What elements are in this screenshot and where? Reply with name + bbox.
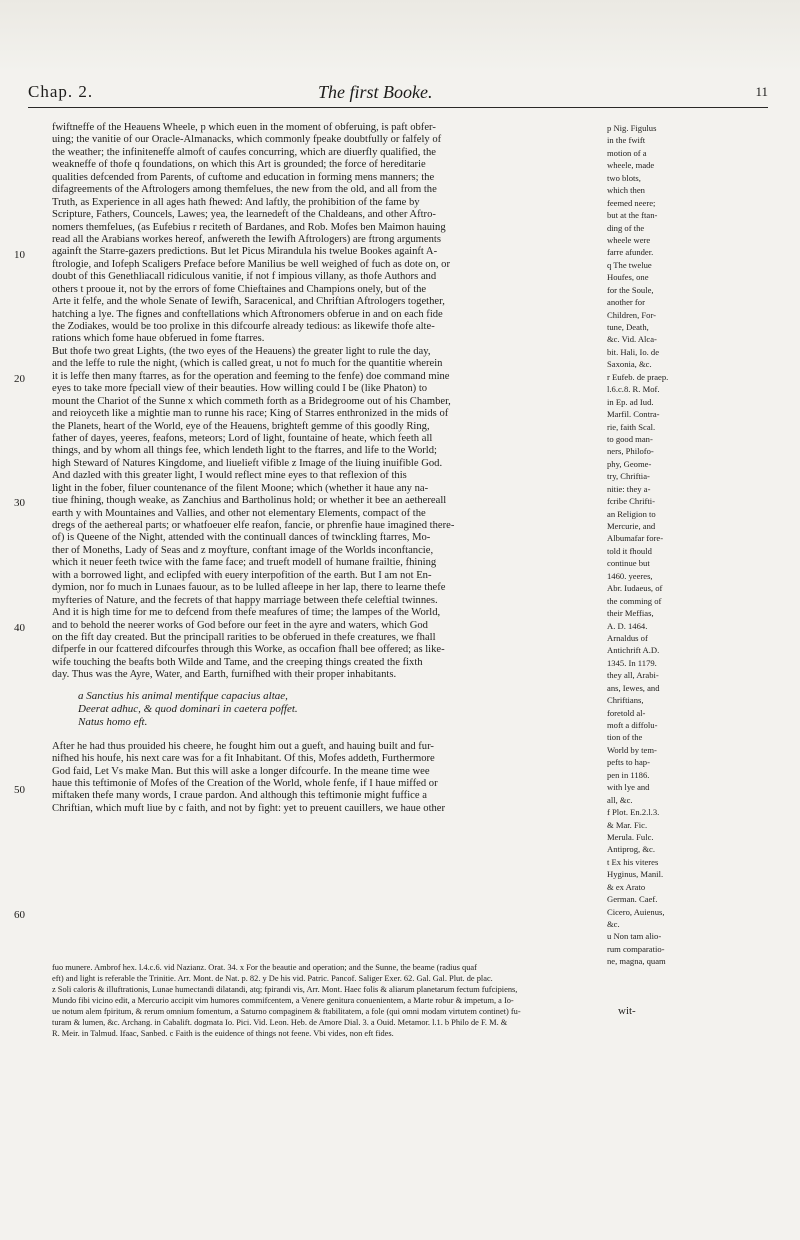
catchword: wit- xyxy=(618,1005,636,1017)
page-number: 11 xyxy=(755,84,768,99)
margin-note-line: for the Soule, xyxy=(607,284,654,295)
text-line: eyes to take more fpeciall view of their beauties. How willing could I be (like Phaton) to xyxy=(52,383,428,395)
text-line: and reioyceth like a mightie man to runne his race; King of Starres enthronized in the mids of xyxy=(52,408,449,420)
text-line: ftrologie, and Iofeph Scaligers Preface before Manilius be well weighed of fuch as dote on, or xyxy=(52,258,451,270)
margin-note-line: motion of a xyxy=(607,147,647,158)
margin-note-line: 1460. yeeres, xyxy=(607,570,653,581)
margin-note-line: in Ep. ad Iud. xyxy=(607,396,654,407)
margin-note-line: Marfil. Contra- xyxy=(607,409,660,420)
text-line: And it is high time for me to defcend from thefe meafures of time; the lampes of the World, xyxy=(52,607,441,619)
margin-note-line: wheele, made xyxy=(607,160,655,171)
text-line: doubt of this Genethliacall ridiculous vanitie, if not f impious villany, as thofe Authors and xyxy=(52,271,437,283)
text-line: miftaken thefe many words, I craue pardon. And although this teftimonie might fuffice a xyxy=(52,790,427,802)
margin-note-line: A. D. 1464. xyxy=(607,620,648,631)
text-line: difagreements of the Aftrologers among themfelues, the new from the old, and all from the xyxy=(52,184,437,196)
text-line: day. Thus was the Ayre, Water, and Earth, furnifhed with their proper inhabitants. xyxy=(52,669,397,681)
margin-note-line: q The twelue xyxy=(607,259,652,270)
margin-note-line: Hyginus, Manil. xyxy=(607,869,664,880)
margin-note-line: ans, Iewes, and xyxy=(607,682,660,693)
margin-note-line: Saxonia, &c. xyxy=(607,359,652,370)
line-number: 60 xyxy=(14,909,25,921)
text-line: againft the Starre-gazers predictions. But let Picus Mirandula his twelue Bookes againft A- xyxy=(52,246,438,258)
margin-note-line: an Religion to xyxy=(607,508,656,519)
footnote-line: turam & lumen, &c. Archang. in Cabalift. dogmata Io. Pici. Vid. Leon. Heb. de Amore Dial. 3. a Ouid. Metamor. l.1. b Philo de F. M. & xyxy=(52,1018,508,1027)
text-line: things, and by whom all things fee, which lendeth light to the ftarres, and life to the World; xyxy=(52,445,437,457)
margin-note-line: ding of the xyxy=(607,222,645,233)
margin-note-line: Children, For- xyxy=(607,309,656,320)
margin-note-line: &c. Vid. Alca- xyxy=(607,334,657,345)
margin-note-line: Antiprog, &c. xyxy=(607,844,655,855)
text-line: wife touching the beafts both Wilde and Tame, and the creeping things created the fixth xyxy=(52,656,423,668)
margin-note-line: which then xyxy=(607,185,645,196)
text-line: the Planets, heart of the World, eye of the Heauens, brighteft gemme of this goodly Ring, xyxy=(52,420,430,432)
margin-note-line: continue but xyxy=(607,558,650,569)
text-line: difperfe in our fcattered difcourfes through this Worke, as occafion fhall bee offered; as like- xyxy=(52,644,445,656)
margin-note-line: ners, Philofo- xyxy=(607,446,654,457)
text-line: hatching a lye. The fignes and conftellations which Aftronomers obferue in and on each fide xyxy=(52,308,443,320)
verse-line: Deerat adhuc, & quod dominari in caetera poffet. xyxy=(78,702,298,715)
margin-note-line: &c. xyxy=(607,919,620,929)
latin-verse xyxy=(78,690,538,729)
margin-note-line: l.6.c.8. R. Mof. xyxy=(607,384,660,395)
page-top-shadow xyxy=(0,0,800,72)
margin-note-line: tion of the xyxy=(607,732,643,743)
text-line: light in the fober, filuer countenance of the filent Moone; which (whether it haue any na- xyxy=(52,482,429,494)
margin-note-line: phy, Geome- xyxy=(607,458,652,469)
text-line: But thofe two great Lights, (the two eyes of the Heauens) the greater light to rule the day, xyxy=(52,345,431,357)
margin-note-line: moft a diffolu- xyxy=(607,720,658,730)
margin-note-line: p Nig. Figulus xyxy=(607,123,657,133)
margin-note-line: 1345. In 1179. xyxy=(607,657,657,668)
text-line: fwiftneffe of the Heauens Wheele, p which euen in the moment of obferuing, is paft obfer- xyxy=(52,122,436,133)
margin-note-line: the comming of xyxy=(607,595,662,606)
margin-note-line: Antichrift A.D. xyxy=(607,645,660,656)
margin-note-line: farre afunder. xyxy=(607,247,654,258)
text-line: high Steward of Natures Kingdome, and liuelieft vifible z Image of the liuing inuifible God. xyxy=(52,457,443,469)
text-line: mount the Chariot of the Sunne x which commeth forth as a Bridegroome out of his Chamber, xyxy=(52,395,451,407)
margin-note-line: rum comparatio- xyxy=(607,943,665,954)
line-number: 40 xyxy=(14,622,25,634)
text-line: nomers themfelues, (as Eufebius r reciteth of Bardanes, and Rob. Mofes ben Maimon hauing xyxy=(52,221,446,233)
text-line: father of dayes, yeeres, feafons, meteors; Lord of light, fountaine of heate, which feeth all xyxy=(52,432,433,444)
margin-note-line: in the fwift xyxy=(607,135,646,146)
margin-note-line: Houfes, one xyxy=(607,272,649,283)
margin-note-line: Chriftians, xyxy=(607,695,644,706)
footnote-line: Mundo fibi vicino edit, a Mercurio accipit vim humores commifcentem, a Venere genitura conuenientem, a Marte robur & impetum, a Io- xyxy=(52,996,514,1005)
margin-note-line: Arnaldus of xyxy=(607,632,648,643)
text-line: ther of Moneths, Lady of Seas and z moyfture, conftant image of the Worlds inconftancie, xyxy=(52,544,434,556)
margin-note-line: but at the ftan- xyxy=(607,210,658,221)
margin-note-line: Mercurie, and xyxy=(607,521,656,531)
margin-note-line: all, &c. xyxy=(607,794,633,805)
text-line: Chriftian, which muft liue by c faith, and not by fight: yet to preuent cauillers, we haue other xyxy=(52,802,446,814)
margin-note-line: pefts to hap- xyxy=(607,757,650,768)
margin-note-line: feemed neere; xyxy=(607,197,656,208)
footnote-line: fuo munere. Ambrof hex. l.4.c.6. vid Nazianz. Orat. 34. x For the beautie and operation; and the Sunne, the beame (radius quaf xyxy=(52,963,477,972)
verse-line: Natus homo eft. xyxy=(78,715,148,728)
margin-note-line: their Meffias, xyxy=(607,608,654,619)
footnote-line: z Soli caloris & illuftrationis, Lunae humectandi dilatandi, atq; fpirandi vis, Arr. Mont. Haec folis & aliarum planetarum fectum fufcipiens, xyxy=(52,985,518,994)
text-line: haue this teftimonie of Mofes of the Creation of the World, whole fenfe, if I haue miffed or xyxy=(52,778,438,789)
line-number: 50 xyxy=(14,784,25,796)
margin-note-line: they all, Arabi- xyxy=(607,670,659,681)
text-line: Scripture, Fathers, Councels, Lawes; yea, the learnedeft of the Chaldeans, and other Aftro- xyxy=(52,209,436,221)
text-line: Arte it felfe, and the whole Senate of Iewifh, Saracenical, and Chriftian Aftrologers together, xyxy=(52,296,445,308)
margin-note-line: f Plot. En.2.l.3. xyxy=(607,807,660,818)
running-header xyxy=(28,82,768,108)
margin-note-line: another for xyxy=(607,297,645,308)
margin-note-line: nitie: they a- xyxy=(607,483,651,494)
text-line: rations which fome haue obferued in fome ftarres. xyxy=(52,333,265,345)
margin-notes xyxy=(607,122,669,968)
margin-note-line: Cicero, Auienus, xyxy=(607,906,665,917)
text-line: read all the Arabians workes hereof, anfwereth the Iewifh Aftrologers) are ftrong arguments xyxy=(52,233,441,245)
text-line: uing; the vanitie of our Oracle-Almanacks, which commonly fpeake doubtfully or falfely of xyxy=(52,134,442,146)
text-line: God faid, Let Vs make Man. But this will aske a longer difcourfe. In the meane time wee xyxy=(52,765,430,777)
text-line: the weather; the infiniteneffe almoft of caufes concurring, which are diuerfly qualified, the xyxy=(52,146,436,158)
text-line: and the leffe to rule the night, (which is called great, u not fo much for the quantitie wherein xyxy=(52,358,443,370)
text-line: dregs of the aethereal parts; or whatfoeuer elfe reafon, fancie, or phrenfie haue imagined there- xyxy=(52,520,455,531)
margin-note-line: pen in 1186. xyxy=(607,769,650,780)
margin-note-line: & Mar. Fic. xyxy=(607,819,648,830)
header-rule xyxy=(28,107,768,108)
margin-note-line: Merula. Fulc. xyxy=(607,831,654,842)
line-number: 20 xyxy=(14,373,25,385)
margin-note-line: with lye and xyxy=(607,782,650,793)
margin-note-line: told it fhould xyxy=(607,545,652,556)
text-line: Truth, as Experience in all ages hath fhewed: And laftly, the prohibition of the fame by xyxy=(52,196,420,208)
text-line: of) is Queene of the Night, attended with the continuall dances of twinckling ftarres, Mo- xyxy=(52,532,431,544)
footnotes xyxy=(52,962,652,1039)
text-line: And dazled with this greater light, I would reflect mine eyes to that reflexion of this xyxy=(52,470,407,482)
footnote-line: ue notum alem fpiritum, & rerum omnium fomentum, a Saturno compaginem & ftabilitatem, a fole (qui omni modam virtutem continet) fu- xyxy=(52,1007,521,1016)
text-line: it is leffe then many ftarres, as for the operation and feeming to the fenfe) doe command mine xyxy=(52,370,450,382)
main-text xyxy=(52,122,598,815)
text-line: which it neuer feeth twice with the fame face; and trueft modell of humane frailtie, fhining xyxy=(52,557,437,569)
margin-note-line: try, Chriftia- xyxy=(607,471,650,482)
text-line: After he had thus prouided his cheere, he fought him out a gueft, and hauing built and fur- xyxy=(52,740,434,752)
margin-note-line: fcribe Chrifti- xyxy=(607,496,655,507)
margin-note-line: foretold al- xyxy=(607,707,646,718)
margin-note-line: rie, faith Scal. xyxy=(607,421,656,432)
text-line: myfteries of Nature, and the fecrets of that happy marriage between thefe celeftial twinnes. xyxy=(52,594,438,606)
margin-note-line: ne, magna, quam xyxy=(607,956,666,967)
margin-note-line: bit. Hali, Io. de xyxy=(607,346,660,357)
margin-note-line: & ex Arato xyxy=(607,881,646,892)
text-line: weakneffe of thofe q foundations, on which this Art is grounded; the force of hereditarie xyxy=(52,159,426,171)
margin-note-line: t Ex his viteres xyxy=(607,856,659,867)
running-title: The first Booke. xyxy=(318,82,433,102)
text-line: and to behold the neerer works of God before our feet in the ayre and waters, which God xyxy=(52,619,428,631)
text-line: on the fift day created. But the principall rarities to be obferued in thefe creatures, we fhall xyxy=(52,631,436,643)
text-line: dymion, nor fo much in Lunaes fauour, as to be lulled afleepe in her lap, there to learne thefe xyxy=(52,582,446,594)
margin-note-line: r Eufeb. de praep. xyxy=(607,371,669,382)
line-number: 10 xyxy=(14,249,25,261)
chapter-label: Chap. 2. xyxy=(28,82,94,101)
margin-note-line: to good man- xyxy=(607,433,653,444)
text-line: earth y with Mountaines and Vallies, and other not elementary Elements, compact of the xyxy=(52,507,426,519)
margin-note-line: World by tem- xyxy=(607,744,657,755)
margin-note-line: u Non tam alio- xyxy=(607,931,662,942)
text-line: others t prooue it, not by the errors of fome Chieftaines and Champions onely, but of the xyxy=(52,283,427,295)
margin-note-line: Abr. Iudaeus, of xyxy=(607,583,663,594)
margin-note-line: wheele were xyxy=(607,234,651,245)
verse-line: a Sanctius his animal mentifque capacius altae, xyxy=(78,689,288,702)
text-line: nifhed his houfe, his next care was for a fit Inhabitant. Of this, Mofes addeth, Furthermore xyxy=(52,753,435,765)
margin-note-line: Albumafar fore- xyxy=(607,533,664,544)
text-line: tiue fhining, though weake, as Zanchius and Bartholinus hold; or whether it bee an aethereall xyxy=(52,495,447,507)
margin-note-line: German. Caef. xyxy=(607,894,658,905)
line-number: 30 xyxy=(14,497,25,509)
margin-note-line: tune, Death, xyxy=(607,322,649,332)
footnote-line: R. Meir. in Talmud. Ifaac, Sanbed. c Faith is the euidence of things not feene. Vbi vides, non eft fides. xyxy=(52,1029,394,1038)
text-line: qualities defcended from Parents, of cuftome and education in forming mens manners; the xyxy=(52,171,435,183)
text-line: with a borrowed light, and eclipfed with euery interpofition of the earth. But I am not En- xyxy=(52,569,432,581)
margin-note-line: two blots, xyxy=(607,172,641,183)
footnote-line: eft) and light is referable the Trinitie. Arr. Mont. de Nat. p. 82. y De his vid. Patric. Pancof. Saliger Exer. 62. Gal. Gal. Plut. de plac. xyxy=(52,974,493,983)
text-line: the Zodiakes, would be too prolixe in this difcourfe already tedious: as likewife thofe alte- xyxy=(52,321,435,332)
